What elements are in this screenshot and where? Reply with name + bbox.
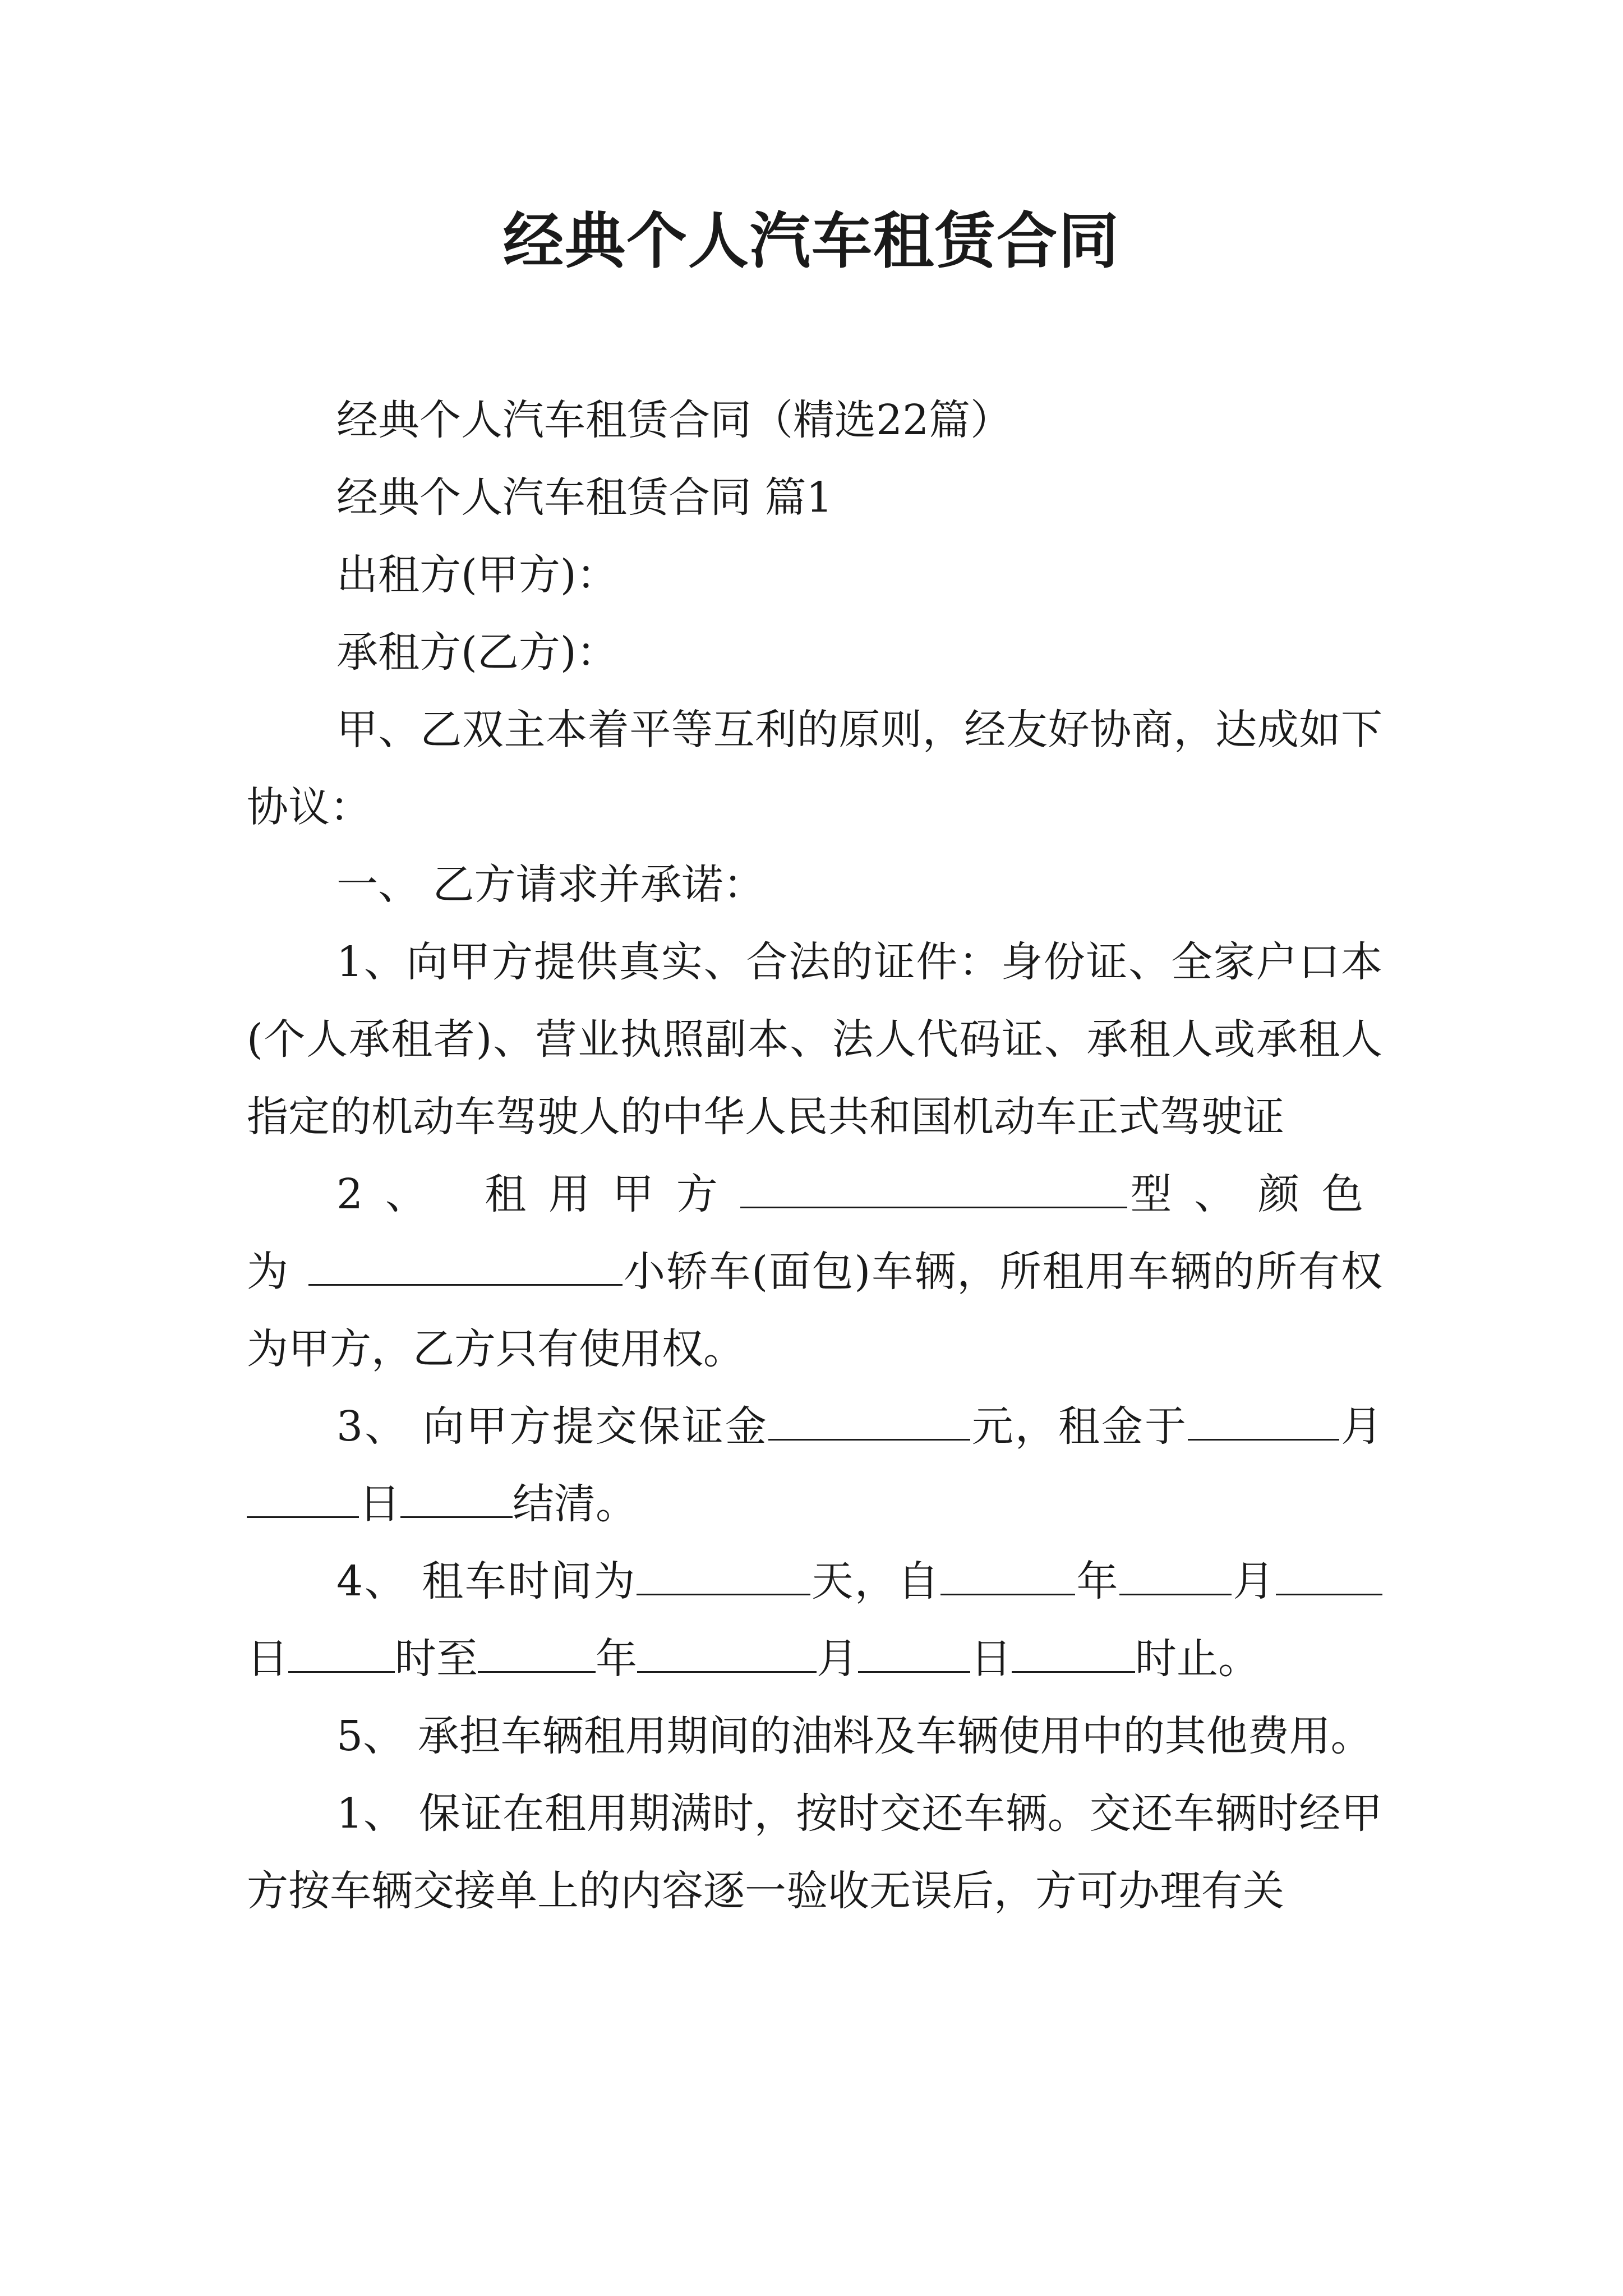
paragraph-subtitle: 经典个人汽车租赁合同（精选22篇）	[336, 396, 1012, 444]
item-4-text-b: 天，自	[810, 1557, 940, 1605]
paragraph-preamble: 甲、乙双主本着平等互利的原则，经友好协商，达成如下协议：	[247, 706, 1382, 831]
blank-settle	[400, 1479, 513, 1518]
item-3-text-d: 日	[359, 1480, 400, 1528]
item-4-text-a: 4、 租车时间为	[336, 1557, 637, 1605]
paragraph-return-clause: 1、 保证在租用期满时，按时交还车辆。交还车辆时经甲方按车辆交接单上的内容逐一验收无误后，方可办理有关	[247, 1789, 1382, 1915]
item-4-text-e: 日	[247, 1635, 288, 1683]
paragraph-lessee: 承租方(乙方)：	[336, 628, 618, 677]
item-4-text-g: 年	[596, 1635, 637, 1683]
item-4-text-d: 月	[1231, 1557, 1276, 1605]
blank-deposit	[768, 1402, 970, 1441]
item-3-text-a: 3、 向甲方提交保证金	[336, 1402, 768, 1451]
paragraph-lessor: 出租方(甲方)：	[336, 551, 618, 599]
blank-rent-month	[1188, 1402, 1339, 1441]
paragraph-item-2	[247, 1156, 1382, 1388]
paragraph-item-3	[247, 1388, 1382, 1543]
item-3-text-c: 月	[1339, 1402, 1383, 1451]
paragraph-item-5: 5、 承担车辆租用期间的油料及车辆使用中的其他费用。	[336, 1712, 1372, 1760]
paragraph-clause-one-heading: 一、 乙方请求并承诺：	[336, 861, 765, 909]
blank-start-hour	[288, 1634, 395, 1673]
blank-car-color	[308, 1247, 623, 1286]
blank-end-hour	[1012, 1634, 1135, 1673]
item-3-text-b: 元，租金于	[970, 1402, 1188, 1451]
blank-start-month	[1119, 1557, 1232, 1595]
blank-car-model	[740, 1170, 1127, 1208]
item-4-text-c: 年	[1075, 1557, 1119, 1605]
paragraph-item-1: 1、向甲方提供真实、合法的证件：身份证、全家户口本(个人承租者)、营业执照副本、法人代码证、承租人或承租人指定的机动车驾驶人的中华人民共和国机动车正式驾驶证	[247, 938, 1382, 1141]
item-2-text-a: 2、 租用甲方	[336, 1170, 740, 1218]
blank-end-month	[637, 1634, 817, 1673]
blank-days	[637, 1557, 810, 1595]
blank-end-day	[858, 1634, 970, 1673]
document-body	[247, 381, 1382, 1930]
item-2-text-c: 小轿车(面包)车辆，所租用车辆的所有权为甲方，乙方只有使用权。	[247, 1248, 1382, 1373]
item-2-text-b: 型、颜色为	[247, 1170, 1383, 1296]
item-3-text-e: 结清。	[513, 1480, 637, 1528]
item-4-text-h: 月	[817, 1635, 858, 1683]
item-4-text-f: 时至	[395, 1635, 478, 1683]
paragraph-section-heading: 经典个人汽车租赁合同 篇1	[336, 473, 833, 522]
blank-start-day	[1276, 1557, 1382, 1595]
blank-rent-day	[247, 1479, 359, 1518]
blank-end-year	[478, 1634, 596, 1673]
blank-start-year	[940, 1557, 1075, 1595]
item-4-text-j: 时止。	[1135, 1635, 1260, 1683]
document-title: 经典个人汽车租赁合同	[502, 206, 1120, 277]
paragraph-item-4	[247, 1543, 1382, 1697]
item-4-text-i: 日	[970, 1635, 1012, 1683]
